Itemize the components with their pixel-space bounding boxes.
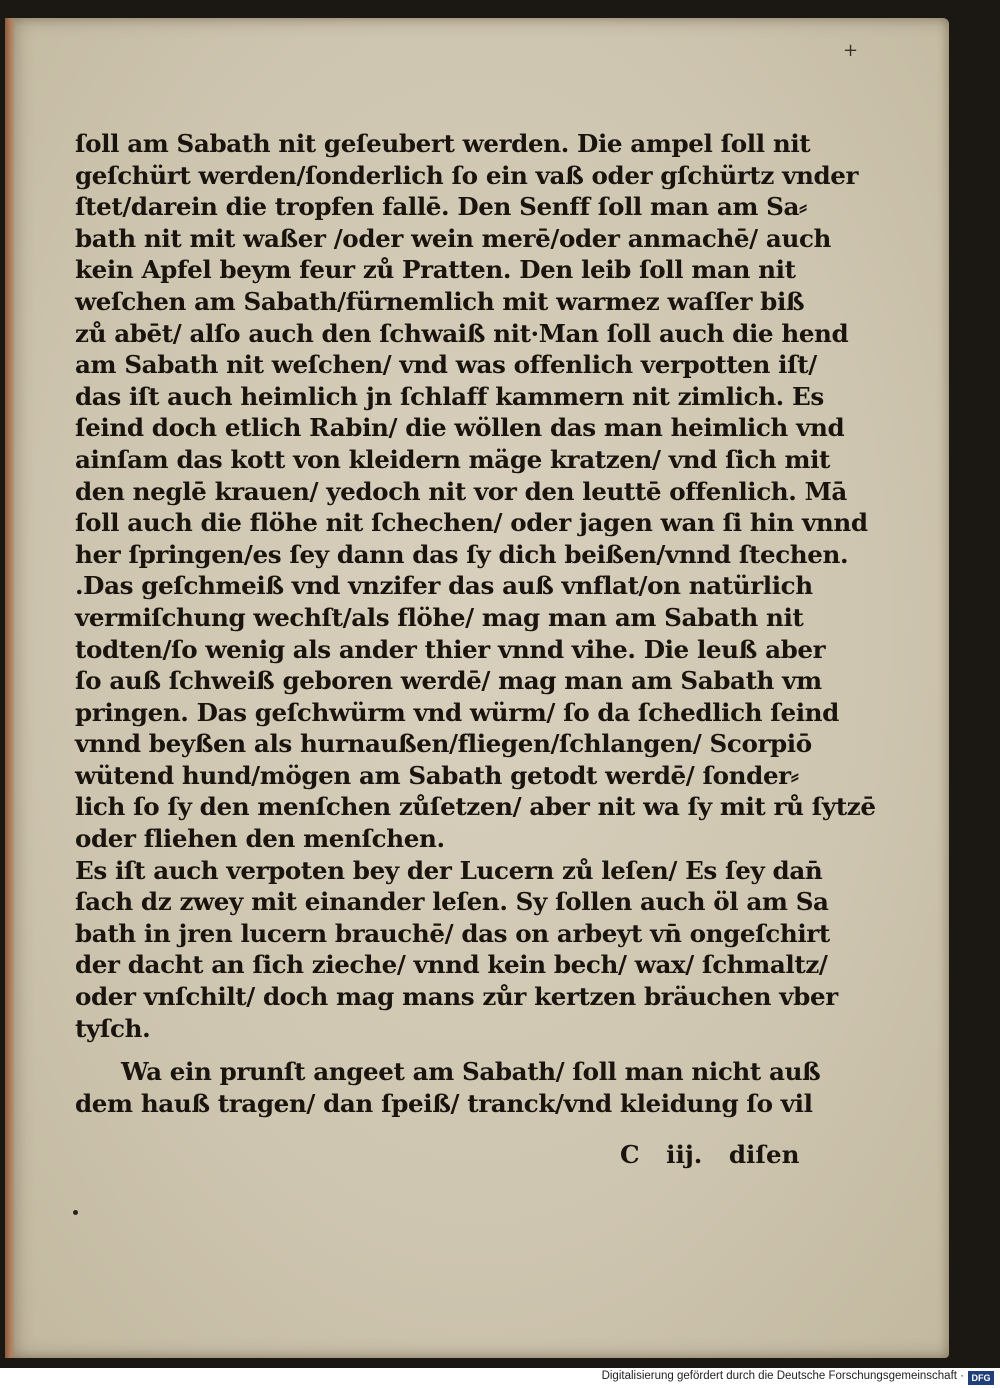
- text-line: oder fliehen den menſchen.: [75, 824, 445, 854]
- page-text: [75, 128, 876, 1119]
- text-line: ſo auß ſchweiß geboren werdē/ mag man am Sabath vm: [75, 666, 822, 696]
- text-line: pringen. Das geſchwürm vnd würm/ ſo da ſchedlich ſeind: [75, 697, 839, 727]
- text-line: wütend hund/mögen am Sabath getodt werdē/ ſonder⸗: [75, 760, 799, 790]
- text-line: zů abēt/ alſo auch den ſchwaiß nit·Man ſoll auch die hend: [75, 318, 849, 348]
- text-line: weſchen am Sabath/fürnemlich mit warmez waſſer biß: [75, 286, 805, 316]
- dfg-logo: DFG: [968, 1371, 994, 1385]
- text-line: todten/ſo wenig als ander thier vnnd vihe. Die leuß aber: [75, 634, 826, 664]
- text-line: kein Apfel beym feur zů Pratten. Den leib ſoll man nit: [75, 255, 796, 285]
- signature-catchword: C iij. diſen: [620, 1140, 800, 1169]
- text-line: das iſt auch heimlich jn ſchlaff kammern nit zimlich. Es: [75, 381, 824, 411]
- text-line: bath in jren lucern brauchē/ das on arbeyt vn̄ ongeſchirt: [75, 918, 830, 948]
- text-line: ſoll am Sabath nit geſeubert werden. Die ampel ſoll nit: [75, 129, 811, 158]
- page-binding-edge: [5, 18, 15, 1358]
- text-line: dem hauß tragen/ dan ſpeiß/ tranck/vnd kleidung ſo vil: [75, 1088, 813, 1118]
- text-line: ſtet/darein die tropfen fallē. Den Senff ſoll man am Sa⸗: [75, 192, 807, 222]
- funding-credit: Digitalisierung gefördert durch die Deutsche Forschungsgemeinschaft ·: [601, 1370, 964, 1382]
- text-line: her ſpringen/es ſey dann das ſy dich beißen/vnnd ſtechen.: [75, 539, 849, 569]
- text-line: vnnd beyßen als hurnaußen/fliegen/ſchlangen/ Scorpiō: [75, 729, 812, 759]
- text-line: ſach dz zwey mit einander leſen. Sy ſollen auch öl am Sa: [75, 887, 829, 917]
- text-line: ainſam das kott von kleidern mäge kratzen/ vnd ſich mit: [75, 444, 830, 474]
- text-line: bath nit mit waßer /oder wein merē/oder anmachē/ auch: [75, 223, 832, 253]
- text-line: am Sabath nit weſchen/ vnd was offenlich verpotten iſt/: [75, 350, 817, 380]
- text-line: ſoll auch die flöhe nit ſchechen/ oder jagen wan ſi hin vnnd: [75, 508, 868, 538]
- text-line: Wa ein prunſt angeet am Sabath/ ſoll man nicht auß: [121, 1057, 821, 1087]
- footer-bar: [0, 1368, 1000, 1388]
- text-line: Es iſt auch verpoten bey der Lucern zů leſen/ Es ſey dan̄: [75, 855, 823, 885]
- text-line: lich ſo ſy den menſchen zůſetzen/ aber nit wa ſy mit rů ſytzē: [75, 792, 876, 822]
- text-line: geſchürt werden/ſonderlich ſo ein vaß oder gſchürtz vnder: [75, 160, 859, 190]
- text-line: den neglē krauen/ yedoch nit vor den leuttē offenlich. Mā: [75, 476, 847, 506]
- text-line: oder vnſchilt/ doch mag mans zůr kertzen bräuchen vber: [75, 982, 838, 1012]
- text-line: tyſch.: [75, 1013, 151, 1043]
- corner-mark: +: [843, 40, 859, 61]
- text-line: vermiſchung wechſt/als flöhe/ mag man am Sabath nit: [75, 602, 804, 632]
- text-line: .Das geſchmeiß vnd vnzifer das auß vnflat/on natürlich: [75, 571, 813, 601]
- text-line: der dacht an ſich zieche/ vnnd kein bech/ wax/ ſchmaltz/: [75, 950, 828, 980]
- text-line: ſeind doch etlich Rabin/ die wöllen das man heimlich vnd: [75, 413, 845, 443]
- ink-dot: [73, 1210, 78, 1215]
